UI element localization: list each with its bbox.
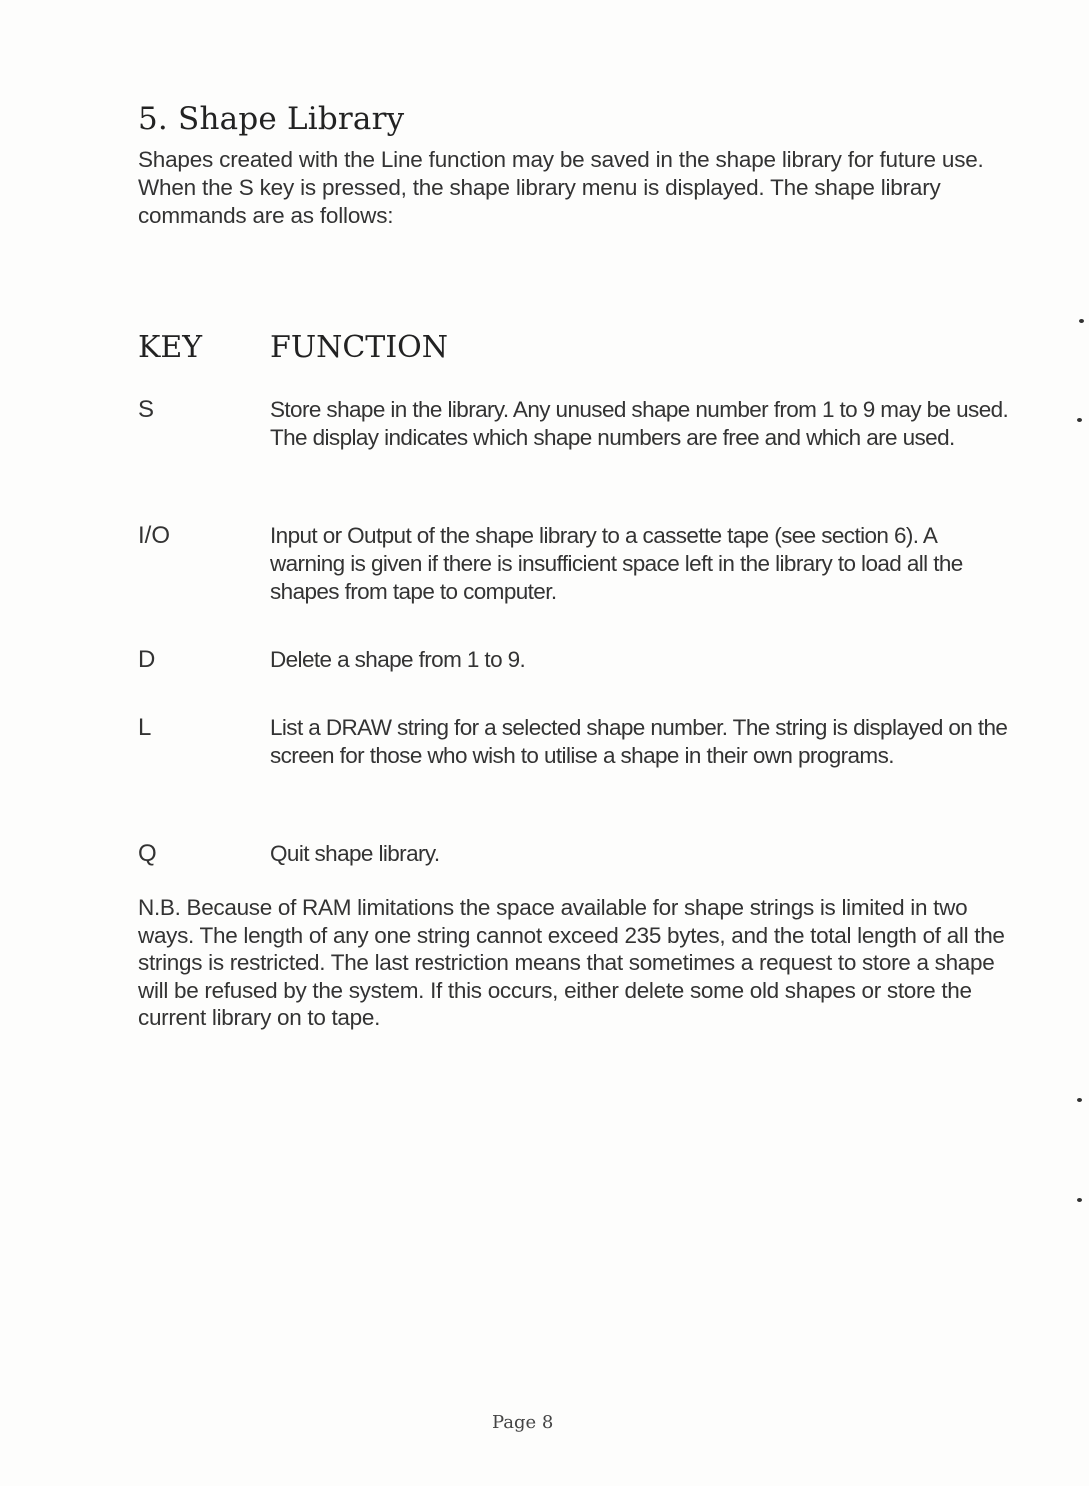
- binding-hole-mark: [1079, 319, 1084, 323]
- command-key: Q: [138, 840, 157, 867]
- binding-hole-mark: [1077, 1098, 1082, 1102]
- note-paragraph: N.B. Because of RAM limitations the space available for shape strings is limited in two ways. The length of any one string cannot exceed 235 bytes, and the total length of all the strings is restricted. The last restriction means that sometimes a request to store a shape will be refused by the system. If this occurs, either delete some old shapes or store the current library on to tape.: [138, 895, 1005, 1031]
- command-key: L: [138, 714, 152, 741]
- command-description: Quit shape library.: [270, 841, 440, 866]
- command-description: Delete a shape from 1 to 9.: [270, 647, 526, 672]
- key-column-header: KEY: [138, 330, 203, 365]
- function-column-header: FUNCTION: [270, 330, 449, 365]
- section-title: 5. Shape Library: [138, 100, 405, 137]
- command-description: Store shape in the library. Any unused shape number from 1 to 9 may be used. The display indicates which shape numbers are free and which are used.: [270, 397, 1009, 450]
- command-key: D: [138, 646, 156, 673]
- binding-hole-mark: [1077, 1198, 1082, 1202]
- command-description: Input or Output of the shape library to a cassette tape (see section 6). A warning is given if there is insufficient space left in the library to load all the shapes from tape to computer.: [270, 523, 963, 604]
- command-description: List a DRAW string for a selected shape number. The string is displayed on the screen for those who wish to utilise a shape in their own programs.: [270, 715, 1008, 768]
- page-number: Page 8: [492, 1412, 554, 1433]
- intro-paragraph: Shapes created with the Line function may be saved in the shape library for future use. When the S key is pressed, the shape library menu is displayed. The shape library commands are as follows:: [138, 147, 984, 228]
- command-key: I/O: [138, 522, 171, 549]
- binding-hole-mark: [1077, 418, 1082, 422]
- command-key: S: [138, 396, 155, 423]
